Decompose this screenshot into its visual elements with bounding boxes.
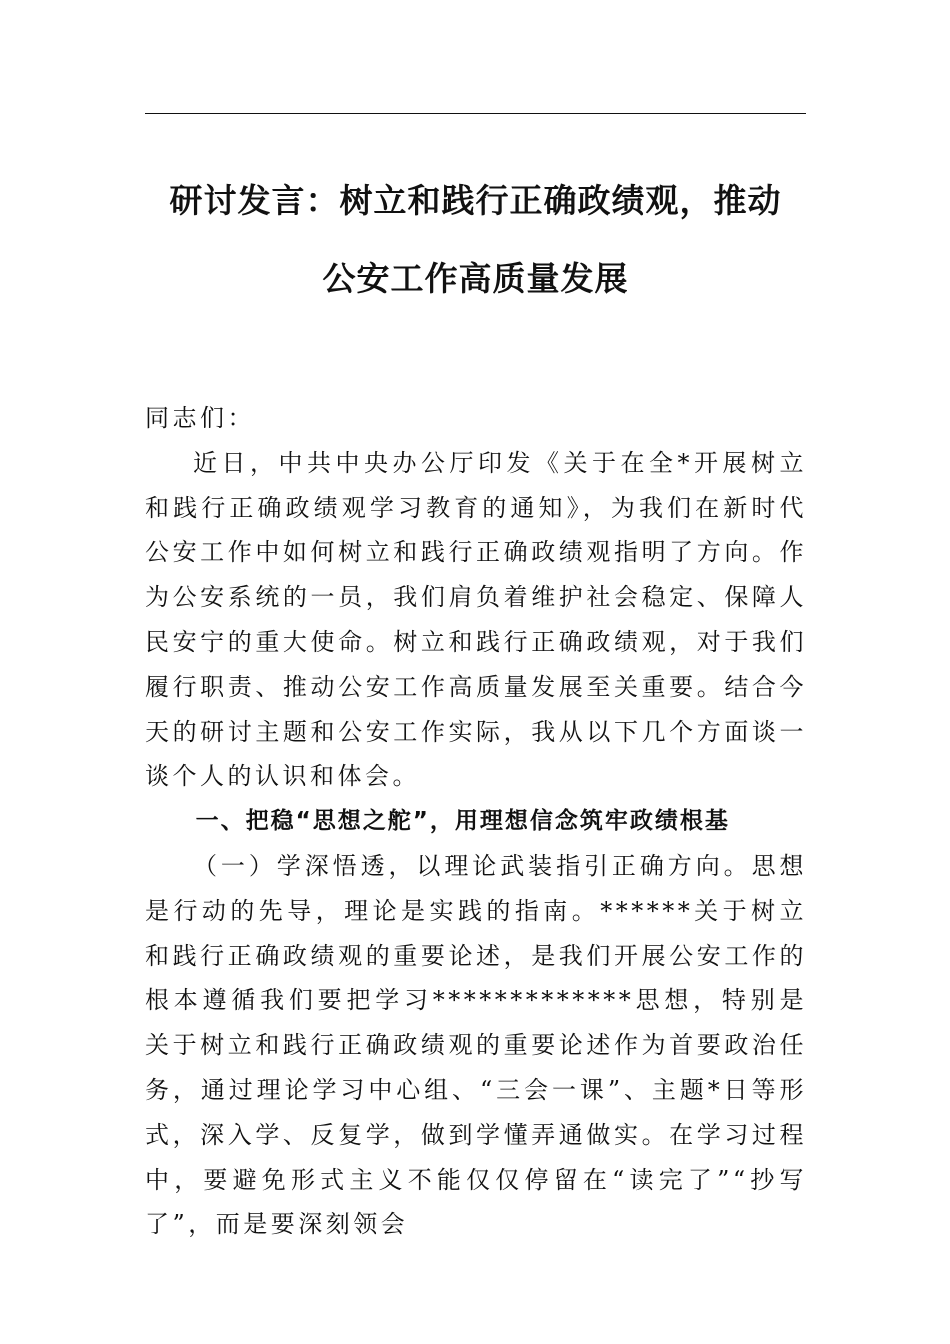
title-line-2: 公安工作高质量发展 [322,259,629,298]
section-heading-1: 一、把稳“思想之舵”，用理想信念筑牢政绩根基 [195,808,730,835]
document-title [145,162,806,318]
greeting: 同志们： [145,404,255,432]
document-body [145,396,807,1247]
paragraph-intro: 近日，中共中央办公厅印发《关于在全*开展树立和践行正确政绩观学习教育的通知》，为我们在新时代公安工作中如何树立和践行正确政绩观指明了方向。作为公安系统的一员，我们肩负着维护社会稳定、保障人民安宁的重大使命。树立和践行正确政绩观，对于我们履行职责、推动公安工作高质量发展至关重要。结合今天的研讨主题和公安工作实际，我从以下几个方面谈一谈个人的认识和体会。 [145,448,807,791]
title-line-1: 研讨发言：树立和践行正确政绩观，推动 [169,181,782,220]
paragraph-section1-1: （一）学深悟透，以理论武装指引正确方向。思想是行动的先导，理论是实践的指南。******关于树立和践行正确政绩观的重要论述，是我们开展公安工作的根本遵循我们要把学习*************思想，特别是关于树立和践行正确政绩观的重要论述作为首要政治任务，通过理论学习中心组、“三会一课”、主题*日等形式，深入学、反复学，做到学懂弄通做实。在学习过程中，要避免形式主义不能仅仅停留在“读完了”“抄写了”，而是要深刻领会 [145,851,807,1239]
header-rule [145,113,806,114]
